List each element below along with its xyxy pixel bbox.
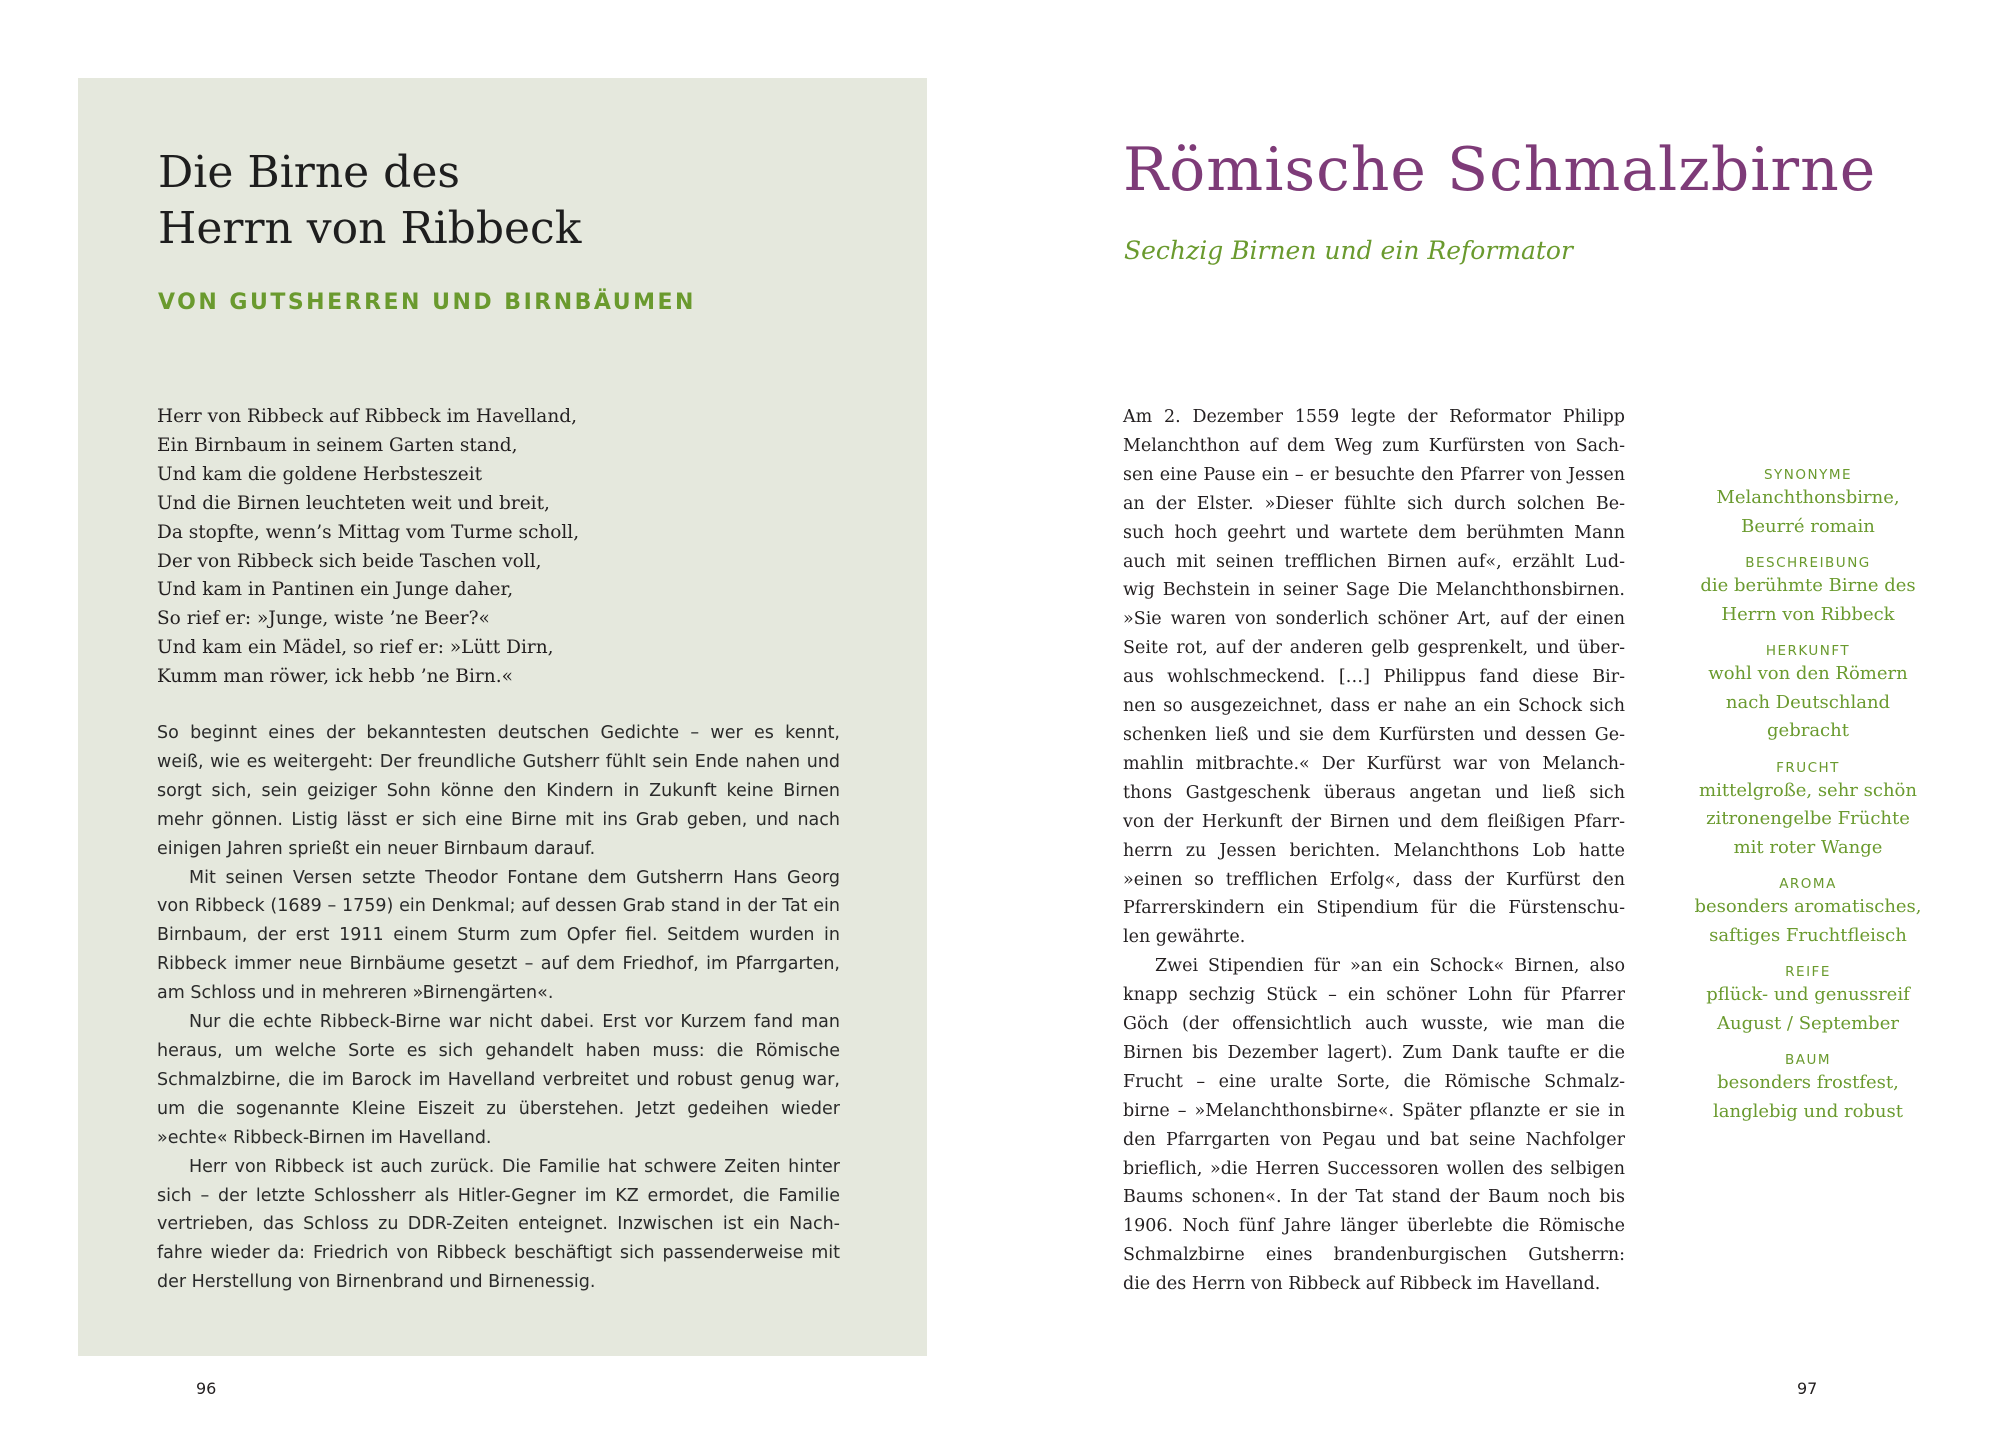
- text-line: an der Elster. »Dieser fühlte sich durch solchen Be-: [1123, 493, 1625, 514]
- poem-line: Und kam die goldene Herbsteszeit: [157, 463, 483, 485]
- text-line: len gewährte.: [1123, 927, 1246, 948]
- fact-value: [1680, 1069, 1936, 1126]
- paragraph: [1123, 952, 1625, 1299]
- fact-value-line: mit roter Wange: [1733, 836, 1883, 858]
- text-line: Baums schonen«. In der Tat stand der Baum noch bis: [1123, 1187, 1625, 1208]
- text-line: knapp sechzig Stück – ein schöner Lohn für Pfarrer: [1123, 985, 1625, 1006]
- fact-label: AROMA: [1779, 876, 1837, 892]
- left-page-subtitle: VON GUTSHERREN UND BIRNBÄUMEN: [158, 290, 696, 315]
- poem-line: So rief er: »Junge, wiste ’ne Beer?«: [157, 608, 490, 630]
- text-line: Zwei Stipendien für »an ein Schock« Birnen, also: [1155, 956, 1625, 977]
- text-line: such hoch geehrt und wartete dem berühmten Mann: [1123, 522, 1625, 543]
- fact-label: HERKUNFT: [1765, 643, 1851, 659]
- fact-value-line: die berühmte Birne des: [1700, 575, 1916, 596]
- paragraph: [157, 719, 840, 864]
- fact-label: FRUCHT: [1776, 759, 1840, 776]
- text-line: von Ribbeck (1689 – 1759) ein Denkmal; auf dessen Grab stand in der Tat ein: [157, 896, 840, 917]
- fact-value: [1680, 572, 1936, 629]
- text-line: Herr von Ribbeck ist auch zurück. Die Familie hat schwere Zeiten hinter: [189, 1156, 840, 1177]
- text-line: birne – »Melanchthonsbirne«. Später pflanzte er sie in: [1123, 1100, 1625, 1121]
- paragraph: [157, 1008, 840, 1153]
- fact-value-line: Herrn von Ribbeck: [1721, 603, 1895, 625]
- fact-value-line: nach Deutschland: [1725, 691, 1891, 713]
- poem-line: Da stopfte, wenn’s Mittag vom Turme scholl,: [157, 521, 580, 543]
- text-line: wig Bechstein in seiner Sage Die Melanchthonsbirnen.: [1123, 580, 1625, 601]
- text-line: mehr gönnen. Listig lässt er sich eine Birne mit ins Grab geben, und nach: [157, 809, 840, 830]
- text-line: Ribbeck immer neue Birnbäume gesetzt – auf dem Friedhof, im Pfarrgarten,: [157, 954, 840, 975]
- fact-value-line: Melanchthonsbirne,: [1716, 487, 1900, 508]
- text-line: Pfarrerskindern ein Stipendium für die Fürstenschu-: [1123, 898, 1625, 919]
- text-line: »Sie waren von sonderlich schöner Art, auf der einen: [1123, 609, 1625, 630]
- text-line: aus wohlschmeckend. […] Philippus fand diese Bir-: [1123, 667, 1625, 688]
- text-line: So beginnt eines der bekanntesten deutschen Gedichte – wer es kennt,: [157, 723, 840, 743]
- fact-beschreibung: [1680, 554, 1936, 629]
- text-line: der Herstellung von Birnenbrand und Birnenessig.: [157, 1272, 596, 1293]
- poem-line: Und die Birnen leuchteten weit und breit,: [157, 492, 550, 514]
- text-line: auch mit seinen trefflichen Birnen auf«, erzählt Lud-: [1123, 551, 1625, 572]
- right-page-title: Römische Schmalzbirne: [1123, 135, 1877, 205]
- paragraph: [1123, 403, 1625, 952]
- fact-value-line: zitronengelbe Früchte: [1706, 808, 1910, 829]
- fact-value-line: gebracht: [1767, 720, 1849, 741]
- text-line: vertrieben, das Schloss zu DDR-Zeiten enteignet. Inzwischen ist ein Nach-: [157, 1214, 840, 1235]
- poem-line: Kumm man röwer, ick hebb ’ne Birn.«: [157, 666, 513, 688]
- text-line: thons Gastgeschenk überaus angetan und ließ sich: [1123, 782, 1625, 803]
- text-line: schenken ließ und sie dem Kurfürsten und dessen Ge-: [1123, 724, 1625, 745]
- title-line: Herrn von Ribbeck: [158, 203, 582, 254]
- fact-value-line: besonders frostfest,: [1717, 1072, 1899, 1093]
- fact-label: SYNONYME: [1763, 467, 1853, 483]
- text-line: sen eine Pause ein – er besuchte den Pfarrer von Jessen: [1123, 464, 1625, 485]
- text-line: Seite rot, auf der anderen gelb gesprenkelt, und über-: [1123, 638, 1625, 659]
- text-line: fahre wieder da: Friedrich von Ribbeck beschäftigt sich passenderweise mit: [157, 1243, 840, 1264]
- fact-value: [1680, 660, 1936, 746]
- text-line: die des Herrn von Ribbeck auf Ribbeck im Havelland.: [1123, 1274, 1601, 1295]
- fact-aroma: [1680, 875, 1936, 950]
- right-body-text: [1123, 403, 1625, 1299]
- fact-value-line: August / September: [1717, 1012, 1899, 1034]
- fact-value-line: wohl von den Römern: [1708, 663, 1908, 684]
- poem-line: Der von Ribbeck sich beide Taschen voll,: [157, 550, 542, 572]
- text-line: von der Herkunft der Birnen und dem fleißigen Pfarr-: [1123, 811, 1625, 832]
- left-prose: [157, 719, 840, 1297]
- text-line: herrn zu Jessen berichten. Melanchthons Lob hatte: [1123, 840, 1625, 861]
- fact-label: BAUM: [1784, 1052, 1832, 1068]
- page-number-right: 97: [1797, 1379, 1818, 1398]
- text-line: heraus, um welche Sorte es sich gehandelt haben muss: die Römische: [157, 1040, 840, 1061]
- poem-line: Herr von Ribbeck auf Ribbeck im Havelland,: [157, 406, 577, 427]
- text-line: mahlin mitbrachte.« Der Kurfürst war von Melanch-: [1123, 753, 1625, 774]
- text-line: »einen so trefflichen Erfolg«, dass der Kurfürst den: [1123, 869, 1625, 890]
- poem-line: Und kam in Pantinen ein Junge daher,: [157, 579, 514, 601]
- fact-frucht: [1680, 759, 1936, 863]
- fact-value-line: besonders aromatisches,: [1694, 896, 1922, 917]
- title-line: Die Birne des: [158, 147, 460, 198]
- text-line: den Pfarrgarten von Pegau und bat seine Nachfolger: [1123, 1129, 1625, 1150]
- poem: [157, 403, 579, 692]
- fact-reife: [1680, 963, 1936, 1038]
- fact-value-line: langlebig und robust: [1713, 1100, 1903, 1122]
- page-number-left: 96: [196, 1379, 217, 1398]
- fact-label: BESCHREIBUNG: [1745, 555, 1871, 571]
- text-line: Frucht – eine uralte Sorte, die Römische Schmalz-: [1123, 1071, 1625, 1092]
- fact-value-line: saftiges Fruchtfleisch: [1709, 924, 1907, 946]
- text-line: Birnbaum, der erst 1911 einem Sturm zum Opfer fiel. Seitdem wurden in: [157, 925, 840, 946]
- variety-facts-sidebar: [1680, 466, 1936, 1139]
- text-line: Schmalzbirne eines brandenburgischen Gutsherrn:: [1123, 1245, 1625, 1266]
- fact-value-line: Beurré romain: [1741, 515, 1875, 537]
- fact-herkunft: [1680, 642, 1936, 746]
- fact-value: [1680, 484, 1936, 541]
- fact-synonyme: [1680, 466, 1936, 541]
- text-line: »echte« Ribbeck-Birnen im Havelland.: [157, 1127, 492, 1148]
- text-line: Am 2. Dezember 1559 legte der Reformator Philipp: [1123, 407, 1625, 427]
- poem-line: Und kam ein Mädel, so rief er: »Lütt Dirn,: [157, 637, 554, 659]
- fact-value-line: pflück- und genussreif: [1706, 984, 1910, 1005]
- paragraph: [157, 864, 840, 1009]
- text-line: einigen Jahren sprießt ein neuer Birnbaum darauf.: [157, 838, 596, 859]
- fact-label: REIFE: [1785, 964, 1831, 980]
- fact-value: [1680, 981, 1936, 1038]
- text-line: nen so ausgezeichnet, dass er nahe an ein Schock sich: [1123, 696, 1625, 717]
- text-line: sorgt sich, sein geiziger Sohn könne den Kindern in Zukunft keine Birnen: [157, 780, 840, 801]
- text-line: am Schloss und in mehreren »Birnengärten«.: [157, 983, 554, 1004]
- text-line: Göch (der offensichtlich auch wusste, wie man die: [1123, 1014, 1625, 1035]
- text-line: Birnen bis Dezember lagert). Zum Dank taufte er die: [1123, 1042, 1625, 1063]
- fact-value: [1680, 893, 1936, 950]
- text-line: Melanchthon auf dem Weg zum Kurfürsten von Sach-: [1123, 435, 1625, 456]
- paragraph: [157, 1153, 840, 1298]
- fact-baum: [1680, 1051, 1936, 1126]
- fact-value-line: mittelgroße, sehr schön: [1699, 779, 1917, 801]
- text-line: Nur die echte Ribbeck-Birne war nicht dabei. Erst vor Kurzem fand man: [189, 1012, 840, 1033]
- text-line: 1906. Noch fünf Jahre länger überlebte die Römische: [1123, 1216, 1625, 1237]
- text-line: um die sogenannte Kleine Eiszeit zu überstehen. Jetzt gedeihen wieder: [157, 1098, 840, 1119]
- left-page-title: [158, 145, 581, 257]
- text-line: sich – der letzte Schlossherr als Hitler-Gegner im KZ ermordet, die Familie: [157, 1185, 840, 1206]
- text-line: brieflich, »die Herren Successoren wollen des selbigen: [1123, 1158, 1625, 1179]
- text-line: Mit seinen Versen setzte Theodor Fontane dem Gutsherrn Hans Georg: [189, 867, 840, 888]
- right-page-subtitle: Sechzig Birnen und ein Reformator: [1124, 236, 1573, 265]
- text-line: weiß, wie es weitergeht: Der freundliche Gutsherr fühlt sein Ende nahen und: [157, 751, 840, 772]
- text-line: Schmalzbirne, die im Barock im Havelland verbreitet und robust genug war,: [157, 1069, 840, 1090]
- poem-line: Ein Birnbaum in seinem Garten stand,: [157, 434, 518, 456]
- fact-value: [1680, 777, 1936, 863]
